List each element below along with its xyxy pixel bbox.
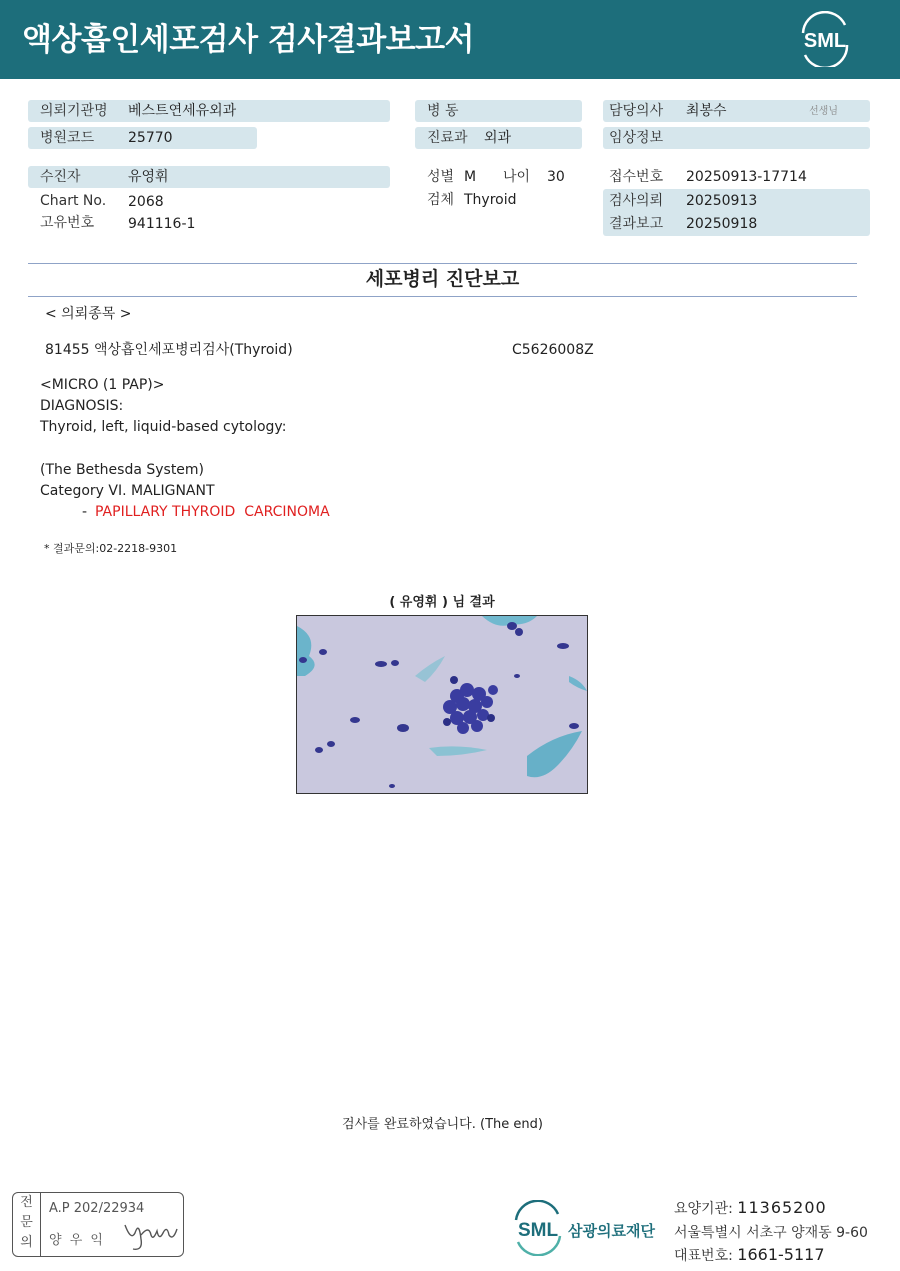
test-code: C5626008Z (512, 342, 594, 358)
footer-code-label: 요양기관: (674, 1201, 733, 1217)
dept-value: 외과 (484, 130, 512, 146)
items-heading: < 의뢰종목 > (45, 306, 132, 322)
bethesda-system: (The Bethesda System) (40, 462, 205, 478)
diagnosis-finding: PAPILLARY THYROID CARCINOMA (95, 504, 330, 520)
age-label: 나이 (503, 169, 531, 185)
chart-value: 2068 (128, 194, 164, 210)
signature-icon (121, 1211, 183, 1251)
dept-label: 진료과 (427, 130, 468, 146)
receipt-value: 20250913-17714 (686, 169, 807, 185)
patient-row-bg (28, 166, 390, 188)
doctor-label: 담당의사 (609, 103, 664, 119)
institution-label: 의뢰기관명 (40, 103, 108, 119)
logo-text: SML (803, 30, 847, 52)
specimen-value: Thyroid (464, 192, 517, 208)
age-value: 30 (547, 169, 565, 185)
cytology-micrograph (297, 616, 588, 794)
footer-phone: 1661-5117 (737, 1245, 825, 1264)
doctor-value: 최봉수 (686, 103, 727, 119)
footer-code: 11365200 (737, 1198, 827, 1217)
stamp-char: 전 (20, 1195, 33, 1210)
stamp-title-column (13, 1193, 41, 1256)
pathologist-name: 양 우 익 (49, 1233, 105, 1248)
footer-address: 서울특별시 서초구 양재동 9-60 (674, 1225, 868, 1241)
sml-logo-icon (795, 11, 855, 67)
id-label: 고유번호 (40, 215, 95, 231)
stamp-char: 문 (20, 1215, 33, 1230)
specimen-label: 검체 (427, 192, 455, 208)
cytology-image (296, 615, 588, 794)
end-text: 검사를 완료하였습니다. (The end) (342, 1117, 543, 1132)
diagnosis-site: Thyroid, left, liquid-based cytology: (40, 419, 287, 435)
section-rule-bottom (28, 296, 857, 297)
footer-logo-text: SML (517, 1220, 559, 1241)
footer-code-line (674, 1198, 827, 1218)
patient-value: 유영휘 (128, 169, 169, 185)
chart-label: Chart No. (40, 193, 107, 209)
ward-label: 병 동 (427, 103, 459, 119)
hospital-code-value: 25770 (128, 130, 173, 146)
report-date-value: 20250918 (686, 216, 758, 232)
pathologist-license: A.P 202/22934 (49, 1201, 145, 1216)
id-value: 941116-1 (128, 216, 196, 232)
report-header (0, 0, 900, 79)
patient-label: 수진자 (40, 169, 81, 185)
stamp-char: 의 (20, 1235, 33, 1250)
sex-value: M (464, 169, 477, 185)
doctor-suffix: 선생님 (809, 106, 838, 117)
footer-sml-logo-icon (510, 1200, 566, 1256)
report-title: 액상흡인세포검사 검사결과보고서 (22, 22, 474, 58)
pathologist-stamp (12, 1192, 184, 1257)
request-label: 검사의뢰 (609, 193, 664, 209)
footer-phone-label: 대표번호: (674, 1248, 733, 1264)
institution-value: 베스트연세유외과 (128, 103, 237, 119)
footer-phone-line (674, 1245, 825, 1265)
hospital-code-label: 병원코드 (40, 130, 95, 146)
footer-org-name: 삼광의료재단 (568, 1222, 655, 1240)
sex-label: 성별 (427, 169, 455, 185)
diagnosis-label: DIAGNOSIS: (40, 398, 124, 414)
finding-dash: - (82, 504, 88, 520)
image-caption: ( 유영휘 ) 님 결과 (389, 595, 495, 610)
bethesda-category: Category VI. MALIGNANT (40, 483, 215, 499)
request-value: 20250913 (686, 193, 758, 209)
report-date-label: 결과보고 (609, 216, 664, 232)
section-title: 세포병리 진단보고 (365, 268, 520, 290)
receipt-label: 접수번호 (609, 169, 664, 185)
micro-heading: <MICRO (1 PAP)> (40, 377, 165, 393)
inquiry-phone: * 결과문의:02-2218-9301 (44, 542, 178, 555)
test-item: 81455 액상흡인세포병리검사(Thyroid) (45, 342, 293, 358)
clinical-label: 임상정보 (609, 130, 664, 146)
